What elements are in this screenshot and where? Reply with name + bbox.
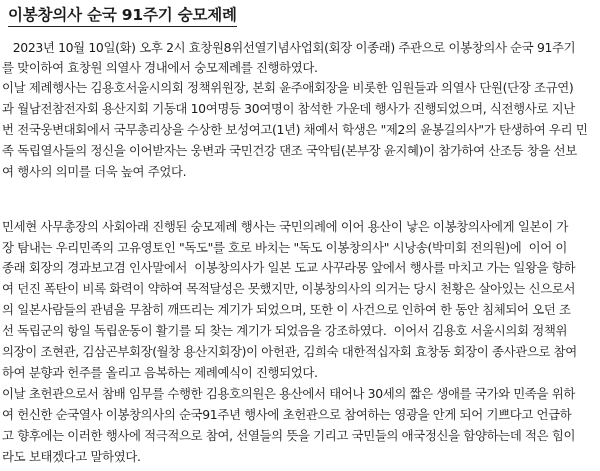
article-title: 이봉창의사 순국 91주기 숭모제례 bbox=[8, 6, 237, 24]
body-line: 과 월남전참전자회 용산지회 기동대 10여명등 30여명이 참석한 가운데 행사가 진행되었으며, 식전행사로 지난 bbox=[2, 101, 575, 116]
body-line: 이날 제례행사는 김용호서울시의회 정책위원장, 본회 윤주애회장을 비롯한 임원들과 의열사 단원(단장 조규연) bbox=[2, 80, 574, 95]
body-line: 민세현 사무총장의 사회아래 진행된 숭모제례 행사는 국민의례에 이어 용산이 낳은 이봉창의사에게 일본이 가 bbox=[2, 219, 568, 234]
body-line: 종래 회장의 경과보고겸 인사말에서 이봉창의사가 일본 도교 사꾸라몽 앞에서 행사를 마치고 가는 일왕을 향하 bbox=[2, 260, 576, 275]
body-line: 를 맞이하여 효창원 의열사 경내에서 숭모제례를 진행하였다. bbox=[2, 60, 318, 75]
body-line: 고 향후에는 이러한 행사에 적극적으로 참여, 선열들의 뜻을 기리고 국민들의 애국정신을 함양하는데 적은 힘이 bbox=[2, 428, 576, 443]
body-line: 선 독립군의 항일 독립운동이 활기를 되 찾는 계기가 되었음을 강조하였다. 이어서 김용호 서울시의회 정책위 bbox=[2, 323, 568, 338]
body-line: 족 독립열사들의 정신을 이어받자는 웅변과 국민건강 댄조 국악팀(본부장 윤지혜)이 참가하여 산조등 창을 선보 bbox=[2, 143, 577, 158]
body-line: 라도 보태겠다고 말하였다. bbox=[2, 449, 141, 464]
body-line: 의장이 조현관, 김삼곤부회장(월창 용산지회장)이 아헌관, 김희숙 대한적십자회 효창동 회장이 종사관으로 참여 bbox=[2, 344, 577, 359]
body-line: 장 탐내는 우리민족의 고유영토인 "독도"를 호로 바치는 "독도 이봉창의사" 시낭송(박미회 전의원)에 이어 이 bbox=[2, 240, 568, 255]
body-line: 하여 분향과 헌주를 올리고 음복하는 제례예식이 진행되었다. bbox=[2, 365, 318, 380]
body-line: 여 헌신한 순국열사 이봉창의사의 순국91주년 행사에 초헌관으로 참여하는 영광을 안게 되어 기쁘다고 언급하 bbox=[2, 407, 572, 422]
body-line: 여 던진 폭탄이 비록 화력이 약하여 목적달성은 못했지만, 이봉창의사의 의거는 당시 천황은 살아있는 신으로서 bbox=[2, 281, 576, 296]
body-line: 이날 초헌관으로서 참배 임무를 수행한 김용호의원은 용산에서 태어나 30세의 짧은 생애를 국가와 민족을 위하 bbox=[2, 386, 575, 401]
body-line: 번 전국웅변대회에서 국무총리상을 수상한 보성여고(1년) 채예서 학생은 "제2의 윤봉길의사"가 탄생하여 우리 민 bbox=[2, 122, 588, 137]
body-line: 여 행사의 의미를 더욱 높여 주었다. bbox=[2, 164, 187, 179]
article-title-wrap bbox=[8, 4, 237, 27]
body-line: 의 일본사람들의 관념을 무참히 깨뜨리는 계기가 되었으며, 또한 이 사건으로 인하여 한 동안 침체되어 오던 조 bbox=[2, 302, 571, 317]
body-line: 2023년 10월 10일(화) 오후 2시 효창원8위선열기념사업회(회장 이종래) 주관으로 이봉창의사 순국 91주기 bbox=[2, 40, 576, 55]
